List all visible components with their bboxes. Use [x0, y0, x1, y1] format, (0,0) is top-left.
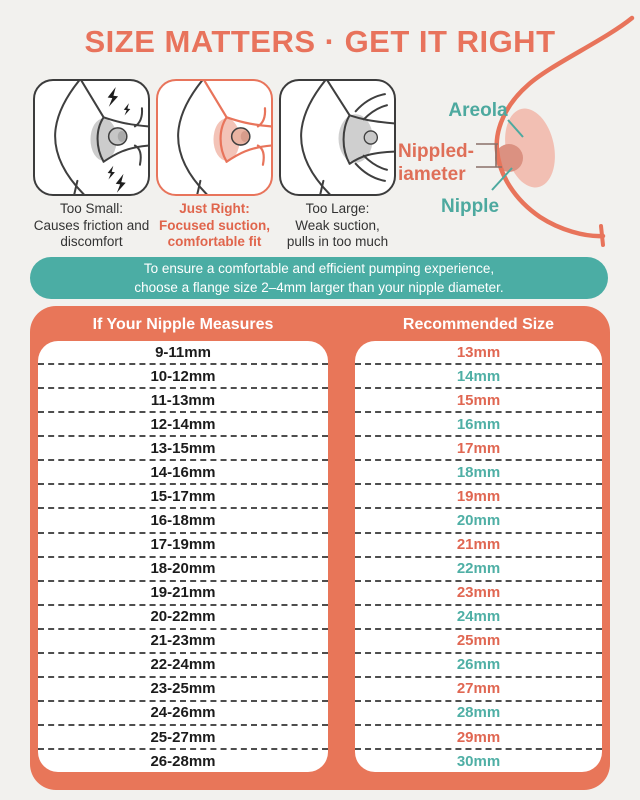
measure-cell: 15-17mm: [38, 485, 328, 509]
measure-cell: 14-16mm: [38, 461, 328, 485]
flange-too-small-icon: [35, 81, 148, 194]
size-table: [30, 306, 610, 790]
fit-card-too-small: [33, 79, 150, 196]
measure-cell: 24-26mm: [38, 702, 328, 726]
measure-cell: 21-23mm: [38, 630, 328, 654]
caption-title: Just Right:: [179, 201, 250, 216]
caption-too-large: [270, 201, 405, 251]
column-header-nipple-measures: If Your Nipple Measures: [92, 316, 274, 333]
caption-too-small: [24, 201, 159, 251]
size-cell: 29mm: [355, 726, 602, 750]
fit-card-too-large: [279, 79, 396, 196]
caption-just-right: [147, 201, 282, 251]
size-cell: 23mm: [355, 582, 602, 606]
column-header-recommended-size: Recommended Size: [402, 316, 555, 333]
size-cell: 13mm: [355, 341, 602, 365]
size-cell: 18mm: [355, 461, 602, 485]
measure-cell: 17-19mm: [38, 534, 328, 558]
measure-cell: 26-28mm: [150, 752, 216, 770]
caption-title: Too Large:: [305, 201, 370, 216]
measure-cell: 18-20mm: [38, 558, 328, 582]
size-cell: 24mm: [355, 606, 602, 630]
measure-cell: 9-11mm: [38, 341, 328, 365]
measure-cell: 23-25mm: [38, 678, 328, 702]
tip-line: To ensure a comfortable and efficient pumping experience,: [143, 261, 495, 276]
caption-line: Causes friction and: [33, 217, 150, 233]
caption-title: Too Small:: [59, 201, 124, 216]
size-cell: 27mm: [355, 678, 602, 702]
size-cell: 16mm: [355, 413, 602, 437]
size-column: [355, 341, 602, 772]
caption-line: comfortable fit: [167, 234, 262, 249]
caption-line: Weak suction,: [295, 217, 380, 233]
measure-cell: 20-22mm: [38, 606, 328, 630]
caption-line: pulls in too much: [286, 234, 389, 249]
measure-column: [38, 341, 328, 772]
measure-cell: 16-18mm: [38, 509, 328, 533]
breast-anatomy-diagram: [390, 10, 640, 260]
tip-line: choose a flange size 2–4mm larger than your nipple diameter.: [134, 280, 504, 295]
size-cell: 15mm: [355, 389, 602, 413]
measure-cell: 11-13mm: [38, 389, 328, 413]
fit-card-just-right: [156, 79, 273, 196]
nipple-diameter-label-line2: iameter: [398, 164, 466, 185]
caption-line: discomfort: [60, 234, 123, 249]
size-cell: 19mm: [355, 485, 602, 509]
measure-cell: 13-15mm: [38, 437, 328, 461]
size-cell: 20mm: [355, 509, 602, 533]
measure-cell: 22-24mm: [38, 654, 328, 678]
measure-cell: 10-12mm: [38, 365, 328, 389]
size-cell: 30mm: [456, 752, 501, 770]
size-cell: 17mm: [355, 437, 602, 461]
size-cell: 14mm: [355, 365, 602, 389]
size-cell: 25mm: [355, 630, 602, 654]
nipple-label: Nipple: [440, 196, 500, 217]
page-title: SIZE MATTERS · GET IT RIGHT: [84, 24, 556, 59]
size-cell: 22mm: [355, 558, 602, 582]
areola-label: Areola: [448, 100, 508, 121]
size-cell: 26mm: [355, 654, 602, 678]
size-cell: 28mm: [355, 702, 602, 726]
nipple-diameter-label-line1: Nippled-: [398, 141, 474, 162]
flange-just-right-icon: [158, 81, 271, 194]
tip-banner: [30, 257, 608, 299]
measure-cell: 25-27mm: [38, 726, 328, 750]
caption-line: Focused suction,: [158, 217, 270, 233]
measure-cell: 19-21mm: [38, 582, 328, 606]
size-cell: 21mm: [355, 534, 602, 558]
flange-too-large-icon: [281, 81, 394, 194]
measure-cell: 12-14mm: [38, 413, 328, 437]
